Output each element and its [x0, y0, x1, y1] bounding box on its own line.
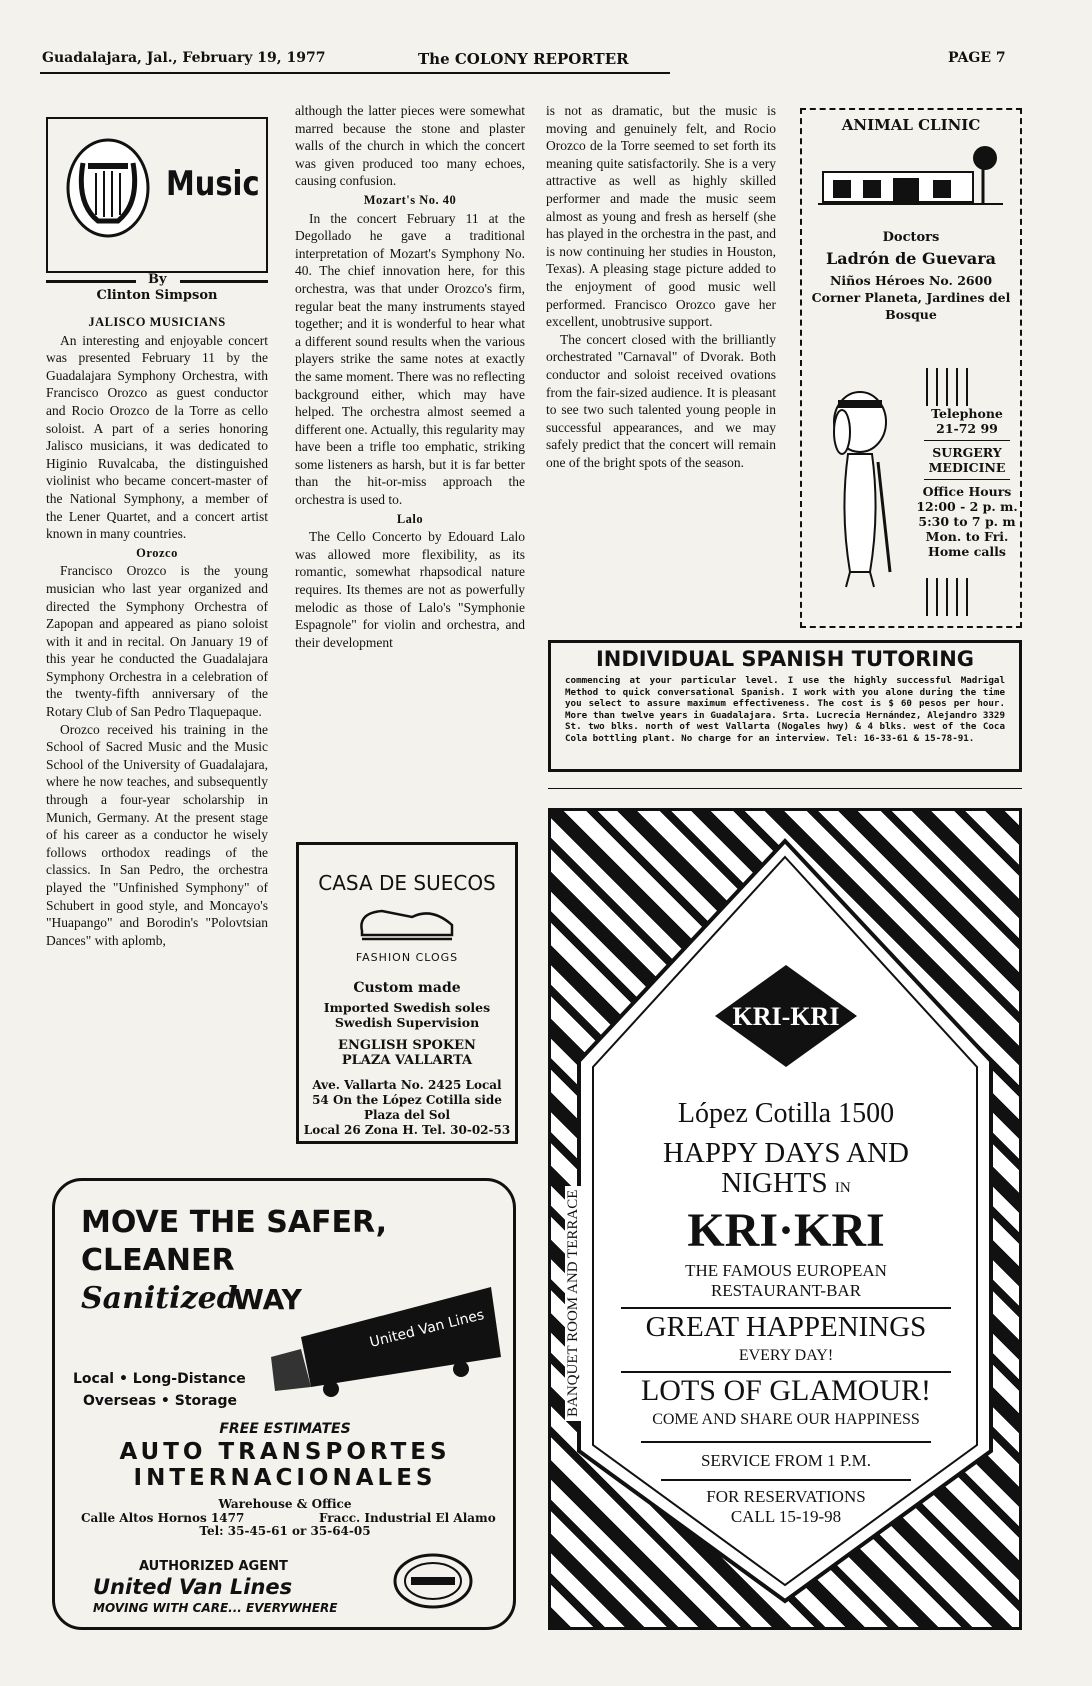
movers-headline-2: CLEANER — [81, 1243, 235, 1278]
animal-clinic-ad — [800, 108, 1022, 628]
casa-imported: Imported Swedish soles — [323, 1000, 491, 1015]
casa-de-suecos-ad — [296, 842, 518, 1144]
kri-kri-glamour: LOTS OF GLAMOUR! — [640, 1374, 931, 1407]
clog-icon — [352, 901, 462, 945]
movers-free-estimates: FREE ESTIMATES — [219, 1421, 351, 1437]
telephone-label: Telephone — [931, 406, 1003, 421]
kri-kri-service: SERVICE FROM 1 P.M. — [700, 1451, 872, 1470]
office-hours: 12:00 - 2 p. m. 5:30 to 7 p. m — [916, 499, 1018, 529]
header-paper-name: The COLONY REPORTER — [418, 50, 629, 68]
kri-kri-ad — [548, 808, 1022, 1630]
movers-address-right: Fracc. Industrial El Alamo — [319, 1511, 496, 1525]
kri-kri-in: IN — [834, 1180, 851, 1196]
byline-rule-left — [46, 280, 136, 283]
movers-way: WAY — [233, 1283, 302, 1316]
kri-kri-rule-1 — [621, 1307, 951, 1309]
article-paragraph: Orozco received his training in the School of Sacred Music and the Music School of the University of Guadalajara, where he now teaches, and subsequently through a four-year scholarship in Munich, Germany. At the present stage of his career as a conductor he wisely follows orthodox readings of the classics. In San Pedro, the orchestra played the "Unfinished Symphony" of Schubert in good style, and Moncayo's "Huapango" and Borodin's "Polovtsian Dances" with aplomb, — [46, 721, 268, 948]
divider-rule — [548, 788, 1022, 789]
kri-kri-rule-4 — [661, 1479, 911, 1481]
header-page-number: PAGE 7 — [948, 50, 1006, 66]
section-heading: JALISCO MUSICIANS — [88, 315, 226, 329]
dog-cartoon-icon — [820, 382, 900, 592]
kri-kri-name: KRI·KRI — [687, 1204, 885, 1257]
kri-kri-address: López Cotilla 1500 — [677, 1098, 895, 1129]
clinic-bars-top — [922, 368, 972, 410]
movers-united: United Van Lines — [93, 1575, 293, 1599]
services-list: SURGERY MEDICINE — [928, 445, 1006, 475]
music-title: Music — [166, 164, 260, 204]
svg-text:United Van Lines: United Van Lines — [368, 1306, 486, 1351]
kri-kri-every: EVERY DAY! — [738, 1347, 834, 1364]
kri-kri-nights-line — [591, 1167, 981, 1200]
article-paragraph: An interesting and enjoyable concert was presented February 11 by the Guadalajara Symphony Orchestra, with Francisco Orozco as guest conductor and Rocio Orozco de la Torre as cello soloist. A part of a series honoring Jalisco musicians, it was dedicated to Higinio Ruvalcaba, the distinguished violinist who became concert-master of the National Symphony, a member of the Lener Quartet, and a concert artist known in many countries. — [46, 332, 268, 542]
header-rule — [40, 72, 670, 74]
movers-services-2: Overseas • Storage — [83, 1393, 237, 1409]
movers-agent: AUTHORIZED AGENT — [139, 1559, 288, 1574]
kri-kri-logo-icon — [711, 961, 861, 1071]
article-paragraph: Francisco Orozco is the young musician who last year organized and directed the Symphony Orchestra of Zapopan and appeared as piano soloist with it and in recital. On January 19 of this year he conducted the Guadalajara Symphony Orchestra in a celebration of the twenty-fifth anniversary of the Rotary Club of San Pedro Tlaquepaque. — [46, 563, 268, 720]
moving-truck-icon — [261, 1277, 511, 1397]
music-column-1 — [46, 312, 268, 949]
telephone-number: 21-72 99 — [936, 421, 998, 436]
article-paragraph: The concert closed with the brilliantly orchestrated "Carnaval" of Dvorak. Both conductor and soloist received ovations from the fair-sized audience. It is pleasant to see two such talented young people in successful appearances, and we may safely predict that the concert will remain one of the bright spots of the season. — [546, 331, 776, 470]
kri-kri-side-text: BANQUET ROOM AND TERRACE — [565, 1186, 582, 1421]
section-heading: Mozart's No. 40 — [363, 192, 457, 207]
casa-plaza: PLAZA VALLARTA — [341, 1053, 473, 1068]
kri-kri-call: CALL 15-19-98 — [730, 1507, 842, 1526]
kri-kri-rule-2 — [621, 1371, 951, 1373]
kri-kri-happy: HAPPY DAYS AND — [662, 1137, 910, 1169]
kri-kri-rule-3 — [641, 1441, 931, 1443]
music-column-3 — [546, 102, 776, 471]
byline-by: By — [148, 272, 167, 287]
movers-headline-1: MOVE THE SAFER, — [81, 1205, 388, 1240]
clinic-name: Ladrón de Guevara — [826, 249, 996, 268]
clinic-contact — [914, 406, 1020, 559]
spanish-tutoring-ad — [548, 640, 1022, 772]
movers-warehouse: Warehouse & Office — [218, 1497, 352, 1511]
byline-rule-right — [180, 280, 268, 283]
section-heading: Orozco — [136, 545, 178, 560]
casa-local: Local 26 Zona H. Tel. 30-02-53 — [303, 1123, 511, 1137]
casa-title: CASA DE SUECOS — [318, 871, 496, 895]
moving-company-ad — [52, 1178, 516, 1630]
movers-company-1: AUTO TRANSPORTES — [119, 1439, 451, 1465]
section-heading: Lalo — [396, 511, 424, 526]
article-paragraph: The Cello Concerto by Edouard Lalo was allowed more flexibility, as its romantic, somewhat rhapsodical nature requires. Its themes are not as powerfully melodic as those of Lalo's "Symphonie Espagnole" for violin and orchestra, and their development — [295, 529, 525, 650]
kri-kri-restaurant: RESTAURANT-BAR — [710, 1281, 862, 1300]
movers-slogan: MOVING WITH CARE... EVERYWHERE — [93, 1601, 338, 1615]
casa-supervision: Swedish Supervision — [334, 1015, 480, 1030]
byline-author: Clinton Simpson — [96, 288, 218, 303]
kri-kri-share: COME AND SHARE OUR HAPPINESS — [652, 1411, 920, 1428]
casa-address: Ave. Vallarta No. 2425 Local 54 On the López Cotilla side Plaza del Sol — [312, 1078, 502, 1122]
tutoring-title: INDIVIDUAL SPANISH TUTORING — [595, 647, 975, 671]
clinic-title: ANIMAL CLINIC — [841, 116, 981, 134]
kri-kri-famous: THE FAMOUS EUROPEAN — [685, 1261, 887, 1280]
united-logo-icon — [391, 1551, 475, 1611]
article-paragraph: although the latter pieces were somewhat marred because the stone and plaster walls of the church in which the concert was given produced too many echoes, causing confusion. — [295, 103, 525, 189]
lyre-icon — [58, 133, 158, 243]
kri-kri-logo-text: KRI-KRI — [732, 1002, 840, 1031]
clinic-building-icon — [813, 142, 1009, 212]
music-column-2 — [295, 102, 525, 651]
casa-tag: FASHION CLOGS — [355, 951, 459, 964]
movers-address-left: Calle Altos Hornos 1477 — [81, 1511, 245, 1525]
kri-kri-nights: NIGHTS — [721, 1167, 828, 1199]
movers-telephone: Tel: 35-45-61 or 35-64-05 — [199, 1524, 371, 1538]
home-calls: Home calls — [928, 544, 1006, 559]
clinic-address: Niños Héroes No. 2600 Corner Planeta, Jardines del Bosque — [811, 273, 1011, 322]
movers-sanitized: Sanitized — [81, 1281, 238, 1316]
tutoring-body: commencing at your particular level. I use the highly successful Madrigal Method to quick conversational Spanish. I work with you alone during the time you select to assure maximum effectiveness. The cost is $ 60 pesos per hour. More than twelve years in Guadalajara. Srta. Lucrecia Hernández, Alejandro 3329 St. two blks. north of west Vallarta (Nogales hwy) & 4 blks. west of the Coca Cola bottling plant. No charge for an interview. Tel: 16-33-61 & 15-78-91. — [565, 675, 1005, 744]
kri-kri-great: GREAT HAPPENINGS — [645, 1311, 927, 1343]
clinic-doctors: Doctors — [882, 230, 940, 245]
article-paragraph: is not as dramatic, but the music is moving and genuinely felt, and Rocio Orozco de la Torre seemed to set forth its meaning quite satisfactorily. She is a very attractive as well as highly skilled performer and made the music seem almost as young and fresh as herself (she has played in the orchestra in the past, and is now continuing her studies in Houston, Texas). A pleasing stage picture added to the enjoyment of good music well performed. Francisco Orozco gave her excellent, unobtrusive support. — [546, 103, 776, 330]
office-days: Mon. to Fri. — [925, 529, 1009, 544]
header-date: Guadalajara, Jal., February 19, 1977 — [42, 50, 326, 66]
movers-company-2: INTERNACIONALES — [133, 1465, 437, 1491]
music-masthead — [46, 117, 268, 273]
casa-english: ENGLISH SPOKEN — [338, 1038, 476, 1053]
article-paragraph: In the concert February 11 at the Degollado he gave a traditional interpretation of Mozart's Symphony No. 40. The chief innovation here, for this orchestra, was that under Orozco's firm, regular beat the many instruments stayed together; and it is wonderful to hear what a different sound results when the various players strike the same notes at exactly the same moment. There was no reflecting background either, which may have helped. The orchestra almost seemed a different one. Actually, this regularity may have been a trifle too emphatic, striking some listeners as harsh, but it is far better than the hit-or-miss approach the orchestra is used to. — [295, 210, 525, 508]
kri-kri-reservations: FOR RESERVATIONS — [706, 1487, 866, 1506]
movers-services-1: Local • Long-Distance — [73, 1371, 246, 1387]
office-hours-label: Office Hours — [922, 484, 1012, 499]
casa-custom: Custom made — [353, 980, 461, 996]
clinic-bars-bottom — [922, 578, 972, 620]
